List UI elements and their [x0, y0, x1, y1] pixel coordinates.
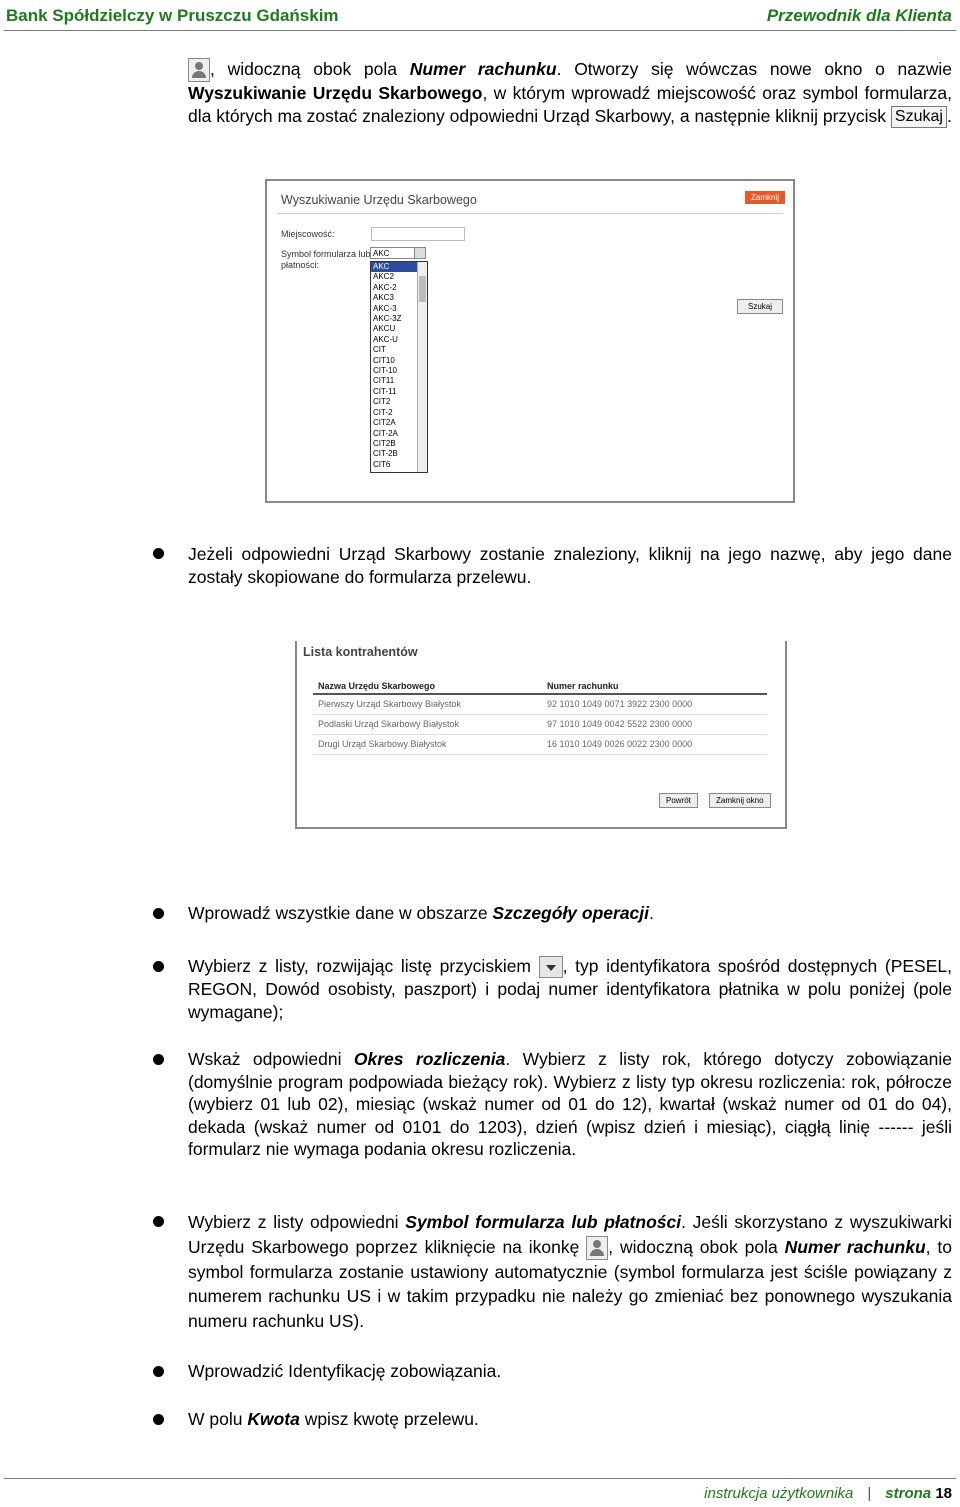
- list-item[interactable]: AKC-U: [373, 334, 398, 344]
- bullet-dot: [153, 908, 164, 919]
- document-name: instrukcja użytkownika: [704, 1485, 854, 1502]
- tax-office-search-screenshot: [265, 179, 795, 503]
- symbol-text-3: , widoczną obok pola: [608, 1236, 785, 1257]
- account-number: 97 1010 1049 0042 5522 2300 0000: [547, 719, 693, 729]
- bullet-text-symbol: [188, 1210, 952, 1333]
- list-item[interactable]: CIT-2A: [373, 428, 398, 438]
- table-row[interactable]: [313, 695, 767, 715]
- list-item[interactable]: CIT10: [373, 355, 395, 365]
- list-item[interactable]: CIT-2B: [373, 449, 398, 459]
- person-search-icon: [586, 1236, 608, 1260]
- scrollbar-thumb[interactable]: [419, 276, 426, 302]
- table-row[interactable]: [313, 715, 767, 735]
- list-item[interactable]: CIT-2: [373, 407, 393, 417]
- field-name-amount: Kwota: [247, 1409, 300, 1429]
- list-item[interactable]: CIT11: [373, 376, 395, 386]
- symbol-dropdown-list[interactable]: [370, 261, 428, 473]
- bullet-dot: [153, 1054, 164, 1065]
- amount-text-2: wpisz kwotę przelewu.: [299, 1409, 479, 1429]
- intro-text-2: . Otworzy się wówczas nowe okno o nazwie: [556, 59, 952, 79]
- identifier-text-1: Wybierz z listy, rozwijając listę przyciskiem: [188, 956, 539, 976]
- details-end: .: [649, 903, 654, 923]
- intro-text-3: , w którym wprowadź miejscowość oraz symbol formularza, dla których ma zostać znaleziony odpowiedni Urząd Skarbowy, a następnie kliknij przycisk: [188, 83, 952, 126]
- bullet-text-obligation: Wprowadzić Identyfikację zobowiązania.: [188, 1361, 502, 1381]
- column-header-name: Nazwa Urzędu Skarbowego: [318, 681, 436, 691]
- bullet-text-found: Jeżeli odpowiedni Urząd Skarbowy zostanie znaleziony, kliknij na jego nazwę, aby jego dane zostały skopiowane do formularza przelewu.: [188, 544, 952, 587]
- list-item[interactable]: CIT2A: [373, 418, 396, 428]
- field-name-account: Numer rachunku: [409, 59, 557, 79]
- symbol-text-2: . Jeśli skorzystano z wyszukiwarki Urzędu Skarbowego poprzez kliknięcie na ikonkę: [188, 1212, 952, 1257]
- list-item[interactable]: AKCU: [373, 324, 396, 334]
- bullet-dot: [153, 961, 164, 972]
- list-item[interactable]: AKC: [371, 262, 427, 272]
- symbol-label-2: płatności:: [281, 260, 320, 270]
- city-label: Miejscowość:: [281, 229, 335, 239]
- office-name[interactable]: Drugi Urząd Skarbowy Białystok: [318, 739, 447, 749]
- list-item[interactable]: AKC2: [373, 272, 394, 282]
- list-item[interactable]: AKC-3Z: [373, 314, 402, 324]
- account-number: 92 1010 1049 0071 3922 2300 0000: [547, 699, 693, 709]
- bullet-dot: [153, 548, 164, 559]
- page-label: strona: [885, 1485, 932, 1502]
- table-header: [313, 677, 767, 695]
- title-divider: [277, 213, 783, 214]
- bank-name: Bank Spółdzielczy w Pruszczu Gdańskim: [6, 6, 339, 25]
- page-footer: [704, 1485, 952, 1502]
- dropdown-button-icon: [539, 956, 563, 978]
- period-text-1: Wskaż odpowiedni: [188, 1049, 354, 1069]
- section-name-details: Szczegóły operacji: [492, 903, 650, 923]
- field-name-symbol: Symbol formularza lub płatności: [405, 1212, 682, 1232]
- intro-text-4: .: [946, 105, 952, 126]
- search-button[interactable]: Szukaj: [737, 299, 783, 314]
- amount-text-1: W polu: [188, 1409, 248, 1429]
- footer-separator: |: [867, 1485, 872, 1502]
- symbol-text-1: Wybierz z listy odpowiedni: [188, 1212, 406, 1232]
- bullet-text-period: [188, 1048, 952, 1161]
- identifier-text-2: , typ identyfikatora spośród dostępnych (PESEL, REGON, Dowód osobisty, paszport) i podaj numer identyfikatora płatnika w polu poniżej (pole wymagane);: [188, 956, 953, 1022]
- intro-text-1: , widoczną obok pola: [210, 59, 410, 79]
- list-item[interactable]: CIT6: [373, 459, 391, 469]
- office-name[interactable]: Podlaski Urząd Skarbowy Białystok: [318, 719, 460, 729]
- bullet-dot: [153, 1366, 164, 1377]
- symbol-label: Symbol formularza lub: [281, 249, 371, 259]
- city-input[interactable]: [371, 227, 465, 241]
- search-button-illustration: Szukaj: [891, 106, 947, 128]
- back-button[interactable]: Powrót: [659, 793, 698, 808]
- details-text: Wprowadź wszystkie dane w obszarze: [188, 903, 493, 923]
- symbol-select-value: AKC: [373, 249, 390, 258]
- account-number: 16 1010 1049 0026 0022 2300 0000: [547, 739, 693, 749]
- table-row[interactable]: [313, 735, 767, 755]
- symbol-select[interactable]: [370, 247, 426, 259]
- bullet-dot: [153, 1414, 164, 1425]
- list-item[interactable]: CIT-11: [373, 386, 397, 396]
- bullet-text-details: [188, 902, 952, 925]
- list-item[interactable]: CIT2: [373, 397, 391, 407]
- field-name-period: Okres rozliczenia: [353, 1049, 506, 1069]
- period-text-2: . Wybierz z listy rok, którego dotyczy zobowiązanie (domyślnie program podpowiada bieżący rok). Wybierz z listy typ okresu rozliczenia: rok, półrocze (wybierz 01 lub 02), miesiąc (wskaż numer od 01 do 12), kwartał (wskaż numer od 01 do 04), dekada (wskaż numer od 0101 do 1203), dzień (wpisz dzień i miesiąc), ciągłą linię ------ jeśli formularz nie wymaga podania okresu rozliczenia.: [188, 1049, 952, 1159]
- page-number: 18: [935, 1485, 952, 1502]
- bullet-text-identifier: [188, 955, 952, 1023]
- list-item[interactable]: CIT: [373, 345, 386, 355]
- contractor-table: [313, 677, 767, 755]
- list-item[interactable]: CIT2B: [373, 438, 396, 448]
- office-name[interactable]: Pierwszy Urząd Skarbowy Białystok: [318, 699, 462, 709]
- list-item[interactable]: AKC3: [373, 293, 394, 303]
- window-name: Wyszukiwanie Urzędu Skarbowego: [188, 83, 483, 104]
- list-item[interactable]: CIT-10: [373, 366, 398, 376]
- intro-paragraph: [188, 58, 952, 128]
- header-divider: [4, 30, 956, 31]
- field-name-account: Numer rachunku: [784, 1236, 926, 1257]
- list-item[interactable]: AKC-3: [373, 303, 397, 313]
- symbol-text-4: , to symbol formularza zostanie ustawiony automatycznie (symbol formularza jest ściśle powiązany z numerem rachunku US i w takim przypadku nie należy go zmieniać bez ponownego wyszukania numeru rachunku US).: [188, 1236, 952, 1331]
- footer-divider: [4, 1478, 956, 1479]
- bullet-dot: [153, 1216, 164, 1227]
- page-header: [0, 0, 960, 30]
- close-window-button[interactable]: Zamknij okno: [709, 793, 771, 808]
- list-item[interactable]: AKC-2: [373, 282, 397, 292]
- bullet-text-amount: [188, 1408, 952, 1431]
- chevron-down-icon[interactable]: [414, 248, 425, 258]
- contractor-list-screenshot: [295, 641, 787, 829]
- guide-title: Przewodnik dla Klienta: [766, 6, 952, 25]
- close-button[interactable]: Zamknij: [745, 191, 785, 204]
- column-header-account: Numer rachunku: [547, 681, 619, 691]
- list-window-title: Lista kontrahentów: [303, 645, 418, 659]
- list-scrollbar[interactable]: [417, 262, 427, 472]
- person-search-icon: [188, 58, 210, 82]
- search-window-title: Wyszukiwanie Urzędu Skarbowego: [281, 193, 477, 207]
